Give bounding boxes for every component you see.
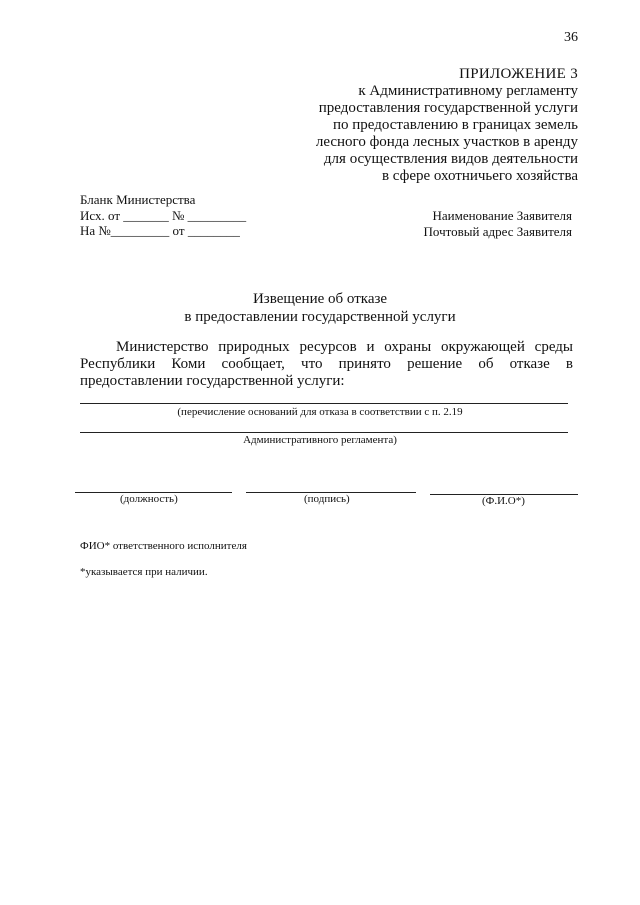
document-title-line2: в предоставлении государственной услуги <box>184 309 456 325</box>
name-label: (Ф.И.О*) <box>482 495 525 507</box>
ministry-blank: Бланк Министерства <box>80 192 196 207</box>
appendix-line: по предоставлению в границах земель <box>332 117 578 133</box>
appendix-line: к Административному регламенту <box>358 83 578 99</box>
reasons-caption-1: (перечисление оснований для отказа в соответствии с п. 2.19 <box>177 406 463 418</box>
ministry-letterhead <box>80 192 246 239</box>
page-number: 36 <box>564 30 578 45</box>
reply-number: На №_________ от ________ <box>80 223 240 238</box>
notice-paragraph: Министерство природных ресурсов и охраны окружающей среды Республики Коми сообщает, что принято решение об отказе в предоставлении государственной услуги: <box>80 339 573 389</box>
executor-label: ФИО* ответственного исполнителя <box>80 540 247 552</box>
appendix-line: для осуществления видов деятельности <box>323 151 578 167</box>
reasons-line-1 <box>80 403 568 404</box>
applicant-address: Почтовый адрес Заявителя <box>423 223 572 239</box>
appendix-line: в сфере охотничьего хозяйства <box>381 168 578 184</box>
document-title-line1: Извещение об отказе <box>252 291 388 307</box>
position-label: (должность) <box>120 493 178 505</box>
applicant-name: Наименование Заявителя <box>432 208 572 223</box>
appendix-line: предоставления государственной услуги <box>318 100 578 116</box>
appendix-header <box>316 66 578 185</box>
document-title <box>0 290 640 326</box>
outgoing-number: Исх. от _______ № _________ <box>80 207 247 223</box>
notice-body <box>80 339 573 390</box>
reasons-caption-2: Административного регламента) <box>243 434 397 446</box>
applicant-block <box>380 208 572 239</box>
appendix-line: лесного фонда лесных участков в аренду <box>315 134 578 150</box>
signature-label: (подпись) <box>304 493 350 505</box>
footnote: *указывается при наличии. <box>80 566 208 578</box>
reasons-line-2 <box>80 432 568 433</box>
appendix-title: ПРИЛОЖЕНИЕ 3 <box>459 66 578 82</box>
